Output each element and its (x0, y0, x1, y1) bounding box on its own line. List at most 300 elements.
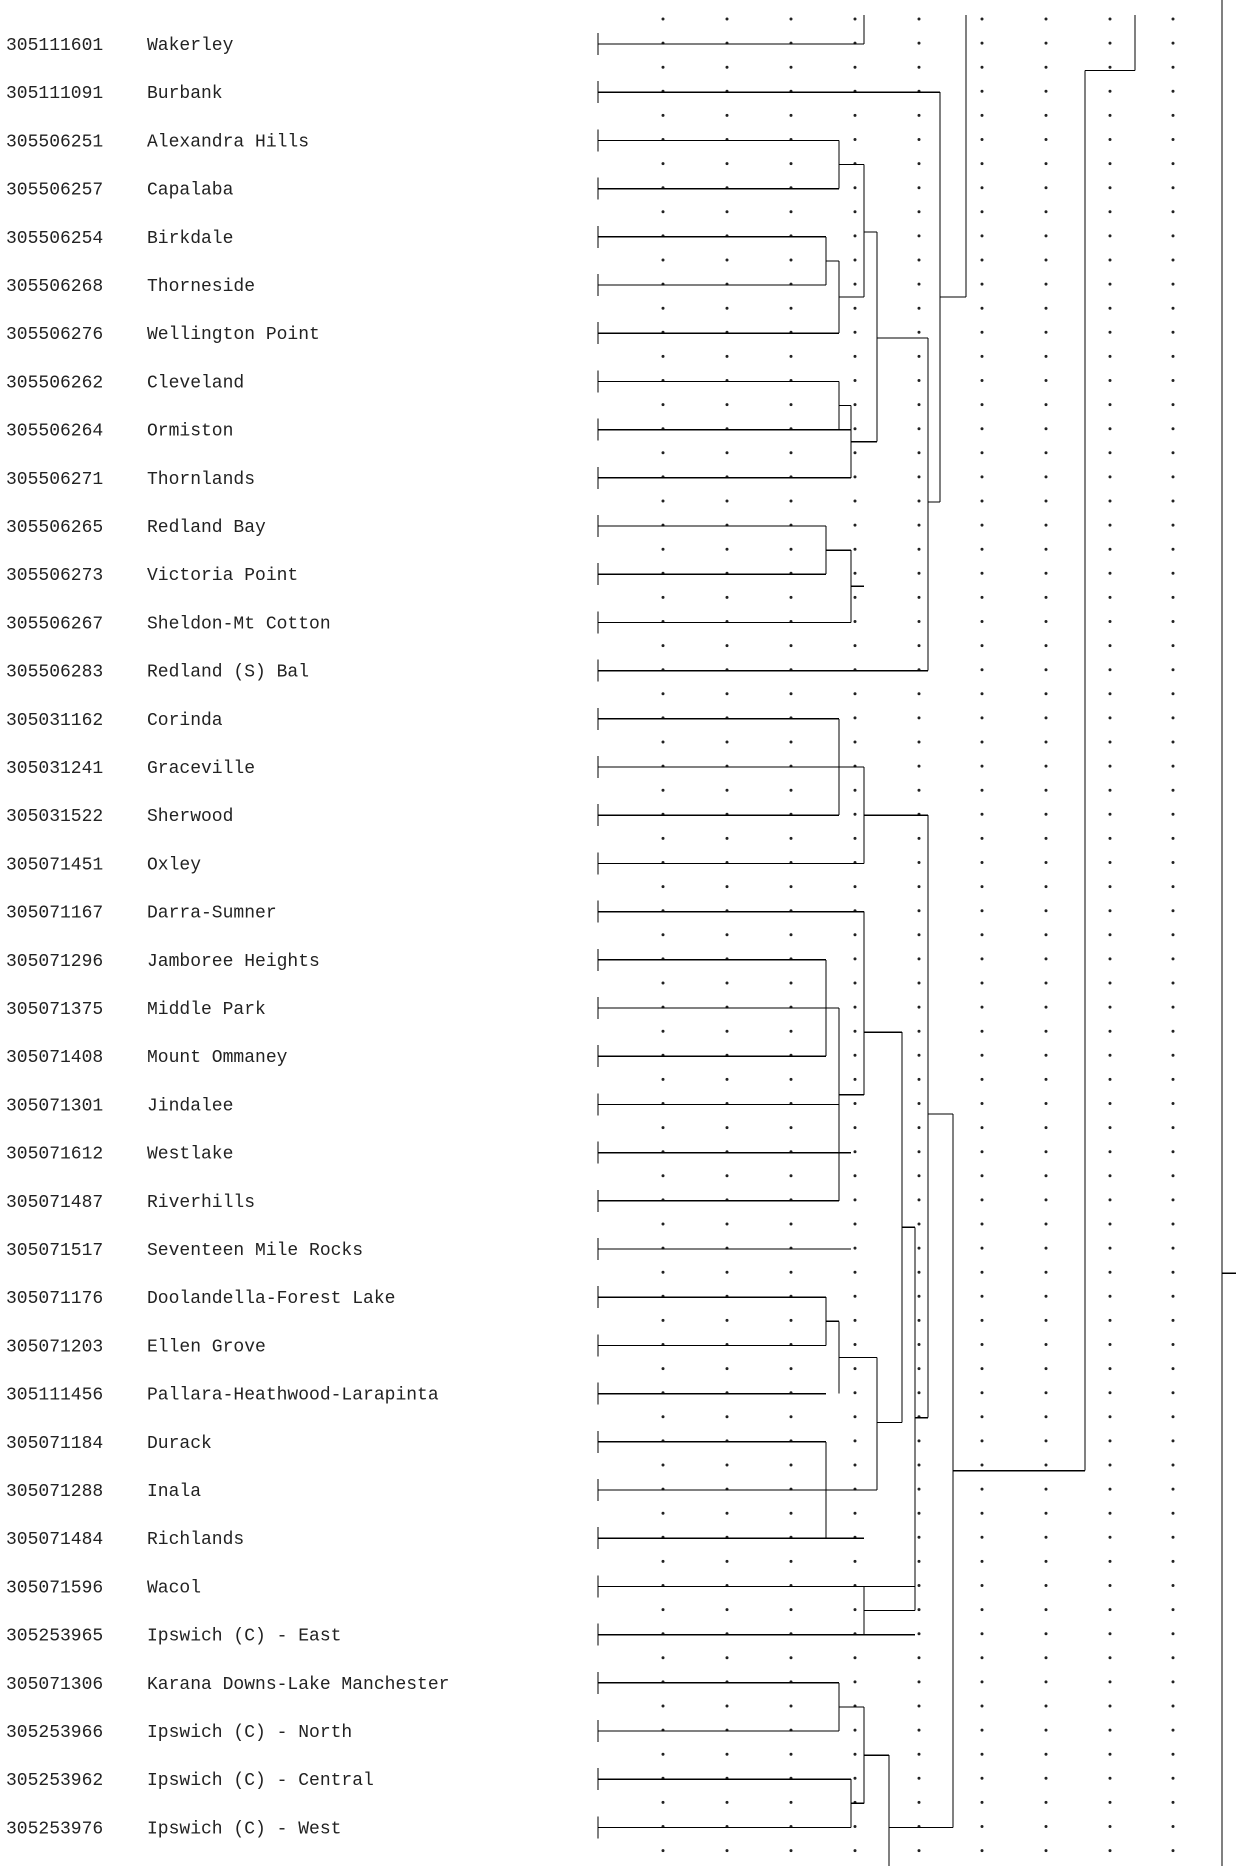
guide-dot (854, 1391, 857, 1394)
guide-dot (981, 644, 984, 647)
guide-dot (1045, 66, 1048, 69)
guide-dot (981, 1102, 984, 1105)
guide-dot (854, 66, 857, 69)
guide-dot (981, 885, 984, 888)
leaf-code: 305506283 (6, 662, 104, 683)
guide-dot (918, 1102, 921, 1105)
leaf-name: Wakerley (147, 36, 234, 56)
guide-dot (981, 1415, 984, 1418)
guide-dot (1045, 620, 1048, 623)
guide-dot (1109, 909, 1112, 912)
guide-dot (918, 548, 921, 551)
guide-dot (1109, 1078, 1112, 1081)
guide-dot (1045, 885, 1048, 888)
guide-dot (662, 403, 665, 406)
guide-dot (662, 1271, 665, 1274)
guide-dot (662, 500, 665, 503)
guide-dot (918, 500, 921, 503)
guide-dot (1045, 716, 1048, 719)
guide-dot (1045, 259, 1048, 262)
guide-dot (726, 259, 729, 262)
guide-dot (790, 259, 793, 262)
guide-dot (981, 1512, 984, 1515)
leaf-code: 305071451 (6, 855, 104, 876)
guide-dot (854, 1439, 857, 1442)
guide-dot (981, 1777, 984, 1780)
guide-dot (981, 1126, 984, 1129)
guide-dot (854, 1680, 857, 1683)
guide-dot (662, 162, 665, 165)
guide-dot (1172, 307, 1175, 310)
guide-dot (854, 982, 857, 985)
guide-dot (1109, 1656, 1112, 1659)
leaf-name: Inala (147, 1482, 202, 1502)
guide-dot (726, 500, 729, 503)
guide-dot (854, 18, 857, 21)
guide-dot (662, 982, 665, 985)
guide-dot (854, 234, 857, 237)
guide-dot (1045, 475, 1048, 478)
guide-dot (662, 1319, 665, 1322)
guide-dot (918, 403, 921, 406)
guide-dot (662, 1415, 665, 1418)
guide-dot (981, 861, 984, 864)
guide-dot (981, 1729, 984, 1732)
guide-dot (1172, 861, 1175, 864)
guide-dot (981, 475, 984, 478)
guide-dot (981, 1295, 984, 1298)
guide-dot (726, 741, 729, 744)
guide-dot (1045, 1488, 1048, 1491)
guide-dot (854, 403, 857, 406)
guide-dot (1109, 741, 1112, 744)
guide-dot (790, 1464, 793, 1467)
guide-dot (790, 1174, 793, 1177)
guide-dot (918, 1777, 921, 1780)
guide-dot (918, 957, 921, 960)
guide-dot (1045, 1415, 1048, 1418)
guide-dot (981, 331, 984, 334)
guide-dot (1109, 1150, 1112, 1153)
guide-dot (981, 379, 984, 382)
guide-dot (918, 885, 921, 888)
guide-dot (1109, 1560, 1112, 1563)
guide-dot (726, 837, 729, 840)
guide-dot (1109, 283, 1112, 286)
guide-dot (1109, 500, 1112, 503)
guide-dot (854, 548, 857, 551)
guide-dot (1045, 1825, 1048, 1828)
guide-dot (1172, 620, 1175, 623)
guide-dot (981, 1801, 984, 1804)
guide-dot (662, 596, 665, 599)
guide-dot (854, 1656, 857, 1659)
guide-dot (981, 427, 984, 430)
guide-dot (1172, 114, 1175, 117)
leaf-code: 305031162 (6, 710, 104, 731)
leaf-name: Darra-Sumner (147, 903, 277, 924)
guide-dot (854, 1319, 857, 1322)
guide-dot (1172, 789, 1175, 792)
guide-dot (1172, 210, 1175, 213)
guide-dot (981, 1223, 984, 1226)
guide-dot (1045, 1729, 1048, 1732)
guide-dot (1172, 1801, 1175, 1804)
guide-dot (981, 1030, 984, 1033)
guide-dot (662, 210, 665, 213)
guide-dot (790, 933, 793, 936)
guide-dot (662, 66, 665, 69)
guide-dot (918, 1560, 921, 1563)
guide-dot (790, 1512, 793, 1515)
guide-dot (1045, 1030, 1048, 1033)
guide-dot (918, 1271, 921, 1274)
leaf-name: Pallara-Heathwood-Larapinta (147, 1385, 439, 1406)
leaf-name: Redland (S) Bal (147, 662, 310, 683)
guide-dot (1109, 620, 1112, 623)
guide-dot (981, 1439, 984, 1442)
guide-dot (981, 692, 984, 695)
guide-dot (790, 789, 793, 792)
guide-dot (662, 1512, 665, 1515)
guide-dot (1172, 1247, 1175, 1250)
guide-dot (981, 1753, 984, 1756)
guide-dot (726, 933, 729, 936)
guide-dot (1109, 1439, 1112, 1442)
guide-dot (790, 66, 793, 69)
leaf-code: 305111601 (6, 36, 104, 56)
guide-dot (790, 741, 793, 744)
guide-dot (726, 1464, 729, 1467)
guide-dot (1109, 1705, 1112, 1708)
leaf-name: Jindalee (147, 1096, 234, 1117)
guide-dot (1045, 1632, 1048, 1635)
guide-dot (1109, 259, 1112, 262)
guide-dot (1045, 1174, 1048, 1177)
leaf-code: 305253965 (6, 1626, 104, 1647)
guide-dot (726, 789, 729, 792)
guide-dot (981, 789, 984, 792)
guide-dot (854, 259, 857, 262)
guide-dot (981, 18, 984, 21)
guide-dot (1109, 1680, 1112, 1683)
guide-dot (726, 18, 729, 21)
guide-dot (1172, 1367, 1175, 1370)
leaf-name: Oxley (147, 855, 202, 876)
guide-dot (981, 1247, 984, 1250)
guide-dot (1045, 138, 1048, 141)
leaf-code: 305071375 (6, 1000, 104, 1020)
guide-dot (1045, 572, 1048, 575)
guide-dot (790, 1030, 793, 1033)
guide-dot (1045, 982, 1048, 985)
guide-dot (1172, 1006, 1175, 1009)
guide-dot (918, 644, 921, 647)
guide-dot (1109, 1295, 1112, 1298)
leaf-code: 305071517 (6, 1241, 104, 1261)
guide-dot (662, 1223, 665, 1226)
guide-dot (918, 1680, 921, 1683)
guide-dot (1109, 1753, 1112, 1756)
guide-dot (981, 66, 984, 69)
guide-dot (981, 1705, 984, 1708)
guide-dot (1172, 548, 1175, 551)
guide-dot (981, 138, 984, 141)
guide-dot (918, 596, 921, 599)
leaf-code: 305111091 (6, 84, 104, 105)
guide-dot (981, 114, 984, 117)
guide-dot (981, 403, 984, 406)
guide-dot (1109, 548, 1112, 551)
leaf-code: 305071184 (6, 1433, 104, 1454)
guide-dot (918, 716, 921, 719)
guide-dot (854, 789, 857, 792)
guide-dot (918, 451, 921, 454)
guide-dot (981, 957, 984, 960)
guide-dot (854, 186, 857, 189)
guide-dot (1045, 1126, 1048, 1129)
guide-dot (1045, 1801, 1048, 1804)
guide-dot (1045, 1439, 1048, 1442)
guide-dot (662, 1801, 665, 1804)
leaf-name: Ellen Grove (147, 1337, 266, 1358)
guide-dot (854, 1006, 857, 1009)
guide-dot (1045, 1102, 1048, 1105)
leaf-name: Karana Downs-Lake Manchester (147, 1674, 450, 1695)
guide-dot (1045, 379, 1048, 382)
guide-dot (1045, 789, 1048, 792)
guide-dot (1109, 1729, 1112, 1732)
guide-dot (981, 1198, 984, 1201)
guide-dot (662, 1078, 665, 1081)
leaf-code: 305071176 (6, 1289, 104, 1310)
guide-dot (1172, 1753, 1175, 1756)
guide-dot (981, 1174, 984, 1177)
guide-dot (662, 355, 665, 358)
guide-dot (726, 1560, 729, 1563)
guide-dot (981, 210, 984, 213)
guide-dot (918, 1126, 921, 1129)
guide-dot (1109, 837, 1112, 840)
guide-dot (1109, 1030, 1112, 1033)
guide-dot (918, 692, 921, 695)
guide-dot (918, 1078, 921, 1081)
guide-dot (981, 668, 984, 671)
guide-dot (1045, 1777, 1048, 1780)
guide-dot (1172, 1560, 1175, 1563)
leaf-code: 305071306 (6, 1674, 104, 1695)
leaf-name: Ormiston (147, 421, 234, 442)
guide-dot (981, 1078, 984, 1081)
guide-dot (1109, 210, 1112, 213)
guide-dot (1045, 596, 1048, 599)
guide-dot (918, 1367, 921, 1370)
guide-dot (981, 1006, 984, 1009)
guide-dot (1045, 1319, 1048, 1322)
guide-dot (1172, 138, 1175, 141)
guide-dot (854, 1198, 857, 1201)
leaf-name: Ipswich (C) - East (147, 1626, 342, 1647)
guide-dot (1172, 1608, 1175, 1611)
guide-dot (1172, 813, 1175, 816)
guide-dot (854, 1825, 857, 1828)
guide-dot (790, 1126, 793, 1129)
leaf-name: Jamboree Heights (147, 951, 320, 972)
guide-dot (1045, 741, 1048, 744)
guide-dot (854, 1729, 857, 1732)
guide-dot (854, 1777, 857, 1780)
guide-dot (854, 283, 857, 286)
guide-dot (1109, 18, 1112, 21)
guide-dot (1109, 186, 1112, 189)
guide-dot (918, 355, 921, 358)
guide-dot (1045, 90, 1048, 93)
guide-dot (726, 982, 729, 985)
guide-dot (1109, 596, 1112, 599)
guide-dot (1109, 1247, 1112, 1250)
guide-dot (918, 379, 921, 382)
leaf-name: Seventeen Mile Rocks (147, 1241, 364, 1261)
guide-dot (726, 1174, 729, 1177)
guide-dot (918, 1512, 921, 1515)
guide-dot (1172, 427, 1175, 430)
guide-dot (1172, 741, 1175, 744)
guide-dot (790, 1078, 793, 1081)
guide-dot (726, 1367, 729, 1370)
leaf-name: Victoria Point (147, 566, 299, 587)
guide-dot (1109, 42, 1112, 45)
guide-dot (1045, 765, 1048, 768)
guide-dot (854, 1560, 857, 1563)
leaf-name: Doolandella-Forest Lake (147, 1289, 396, 1310)
guide-dot (981, 1656, 984, 1659)
guide-dot (1172, 1078, 1175, 1081)
guide-dot (1045, 1223, 1048, 1226)
guide-dot (662, 692, 665, 695)
guide-dot (1109, 1464, 1112, 1467)
guide-dot (1109, 379, 1112, 382)
guide-dot (981, 620, 984, 623)
guide-dot (1172, 1054, 1175, 1057)
leaf-name: Durack (147, 1433, 212, 1454)
guide-dot (918, 1174, 921, 1177)
guide-dot (981, 982, 984, 985)
guide-dot (981, 500, 984, 503)
guide-dot (790, 1801, 793, 1804)
guide-dot (726, 210, 729, 213)
guide-dot (662, 1030, 665, 1033)
guide-dot (918, 741, 921, 744)
guide-dot (854, 813, 857, 816)
guide-dot (854, 1849, 857, 1852)
leaf-code: 305071484 (6, 1530, 104, 1551)
guide-dot (1172, 42, 1175, 45)
guide-dot (981, 572, 984, 575)
leaf-name: Wacol (147, 1578, 202, 1599)
guide-dot (1109, 451, 1112, 454)
leaf-name: Sherwood (147, 807, 234, 828)
leaf-name: Graceville (147, 759, 256, 779)
guide-dot (1172, 1439, 1175, 1442)
guide-dot (918, 1439, 921, 1442)
leaf-name: Corinda (147, 710, 223, 731)
guide-dot (1109, 355, 1112, 358)
guide-dot (854, 355, 857, 358)
guide-dot (662, 1464, 665, 1467)
guide-dot (854, 1174, 857, 1177)
guide-dot (1109, 1271, 1112, 1274)
guide-dot (1045, 1271, 1048, 1274)
leaf-name: Alexandra Hills (147, 132, 310, 153)
guide-dot (1172, 331, 1175, 334)
guide-dot (981, 90, 984, 93)
guide-dot (790, 1560, 793, 1563)
guide-dot (918, 1391, 921, 1394)
guide-dot (918, 524, 921, 527)
guide-dot (726, 644, 729, 647)
leaf-name: Ipswich (C) - Central (147, 1771, 374, 1792)
guide-dot (1045, 42, 1048, 45)
guide-dot (1045, 1295, 1048, 1298)
guide-dot (1109, 572, 1112, 575)
guide-dot (726, 548, 729, 551)
guide-dot (726, 1319, 729, 1322)
guide-dot (1109, 1512, 1112, 1515)
guide-dot (1109, 524, 1112, 527)
guide-dot (854, 716, 857, 719)
guide-dot (1109, 90, 1112, 93)
guide-dot (981, 1343, 984, 1346)
guide-dot (854, 1464, 857, 1467)
leaf-code: 305031522 (6, 807, 104, 828)
guide-dot (1172, 1777, 1175, 1780)
guide-dot (1109, 692, 1112, 695)
guide-dot (662, 307, 665, 310)
leaf-code: 305506254 (6, 228, 104, 249)
guide-dot (1045, 355, 1048, 358)
guide-dot (1045, 1150, 1048, 1153)
guide-dot (854, 957, 857, 960)
guide-dot (1172, 1102, 1175, 1105)
guide-dot (1045, 548, 1048, 551)
guide-dot (1172, 1174, 1175, 1177)
guide-dot (790, 18, 793, 21)
guide-dot (981, 524, 984, 527)
guide-dot (918, 1343, 921, 1346)
guide-dot (790, 885, 793, 888)
guide-dot (854, 138, 857, 141)
guide-dot (918, 1753, 921, 1756)
guide-dot (1045, 1198, 1048, 1201)
leaf-name: Riverhills (147, 1192, 256, 1213)
leaf-name: Ipswich (C) - West (147, 1819, 342, 1840)
guide-dot (1045, 837, 1048, 840)
guide-dot (1172, 837, 1175, 840)
guide-dot (918, 861, 921, 864)
guide-dot (1109, 1367, 1112, 1370)
leaf-name: Redland Bay (147, 518, 266, 538)
guide-dot (1172, 1729, 1175, 1732)
guide-dot (1045, 957, 1048, 960)
guide-dot (918, 114, 921, 117)
guide-dot (1045, 524, 1048, 527)
guide-dot (1109, 1054, 1112, 1057)
guide-dot (918, 162, 921, 165)
guide-dot (1045, 668, 1048, 671)
guide-dot (662, 1753, 665, 1756)
guide-dot (790, 837, 793, 840)
guide-dot (790, 307, 793, 310)
